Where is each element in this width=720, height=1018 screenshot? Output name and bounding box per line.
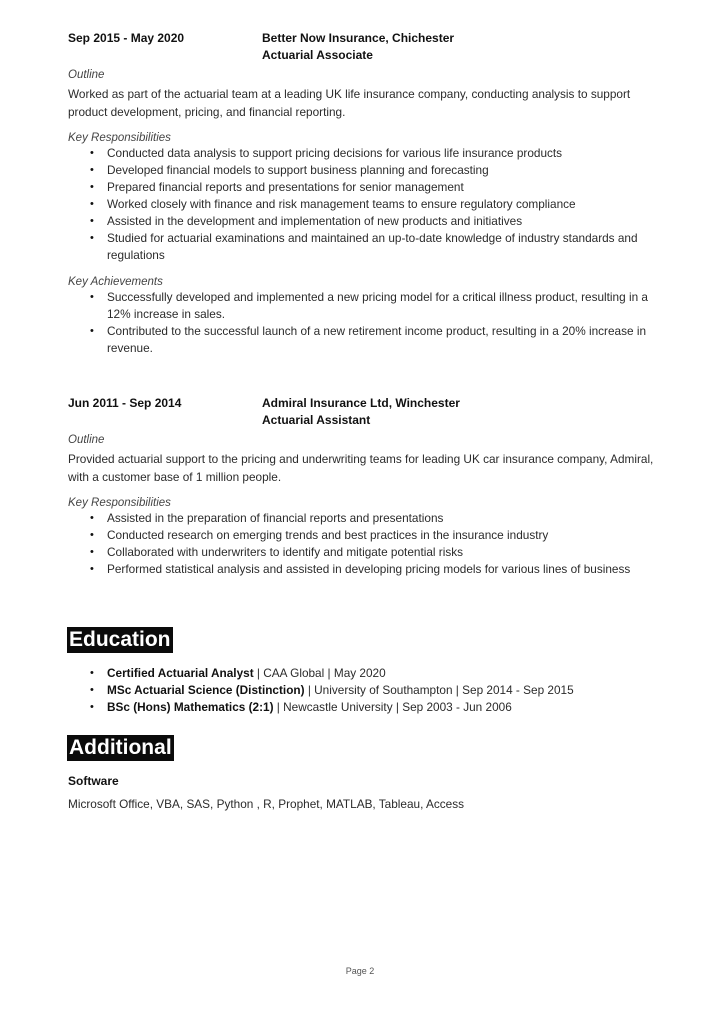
list-item	[90, 527, 658, 544]
list-item	[90, 230, 658, 264]
list-item	[90, 323, 658, 357]
outline-label: Outline	[68, 434, 105, 446]
qualification-details: | University of Southampton | Sep 2014 - Sep 2015	[304, 683, 574, 697]
responsibilities-label: Key Responsibilities	[68, 132, 171, 144]
bullet-icon: •	[90, 198, 94, 210]
qualification-name: BSc (Hons) Mathematics (2:1)	[107, 700, 274, 714]
list-item-text: Assisted in the development and implementation of new products and initiatives	[107, 214, 523, 228]
bullet-icon: •	[90, 232, 94, 244]
achievements-list	[68, 289, 658, 357]
job-dates: Jun 2011 - Sep 2014	[68, 396, 182, 410]
list-item	[90, 289, 658, 323]
additional-heading: Additional	[69, 736, 172, 759]
bullet-icon: •	[90, 291, 94, 303]
job-company: Admiral Insurance Ltd, Winchester	[262, 396, 460, 410]
job-header	[68, 396, 658, 432]
bullet-icon: •	[90, 701, 94, 713]
bullet-icon: •	[90, 164, 94, 176]
education-heading: Education	[69, 628, 171, 651]
qualification-details: | Newcastle University | Sep 2003 - Jun 2006	[273, 700, 512, 714]
list-item-text: Conducted research on emerging trends and best practices in the insurance industry	[107, 528, 549, 542]
list-item-text: Successfully developed and implemented a new pricing model for a critical illness product, resulting in a 12% increase in sales.	[107, 290, 648, 321]
responsibilities-label: Key Responsibilities	[68, 497, 171, 509]
list-item	[90, 510, 658, 527]
list-item	[90, 162, 658, 179]
list-item-text: Performed statistical analysis and assisted in developing pricing models for various lines of business	[107, 562, 631, 576]
bullet-icon: •	[90, 529, 94, 541]
page-number: Page 2	[345, 966, 375, 976]
list-item-text: Studied for actuarial examinations and maintained an up-to-date knowledge of industry standards and regulations	[107, 231, 638, 262]
responsibilities-list	[68, 510, 658, 578]
bullet-icon: •	[90, 181, 94, 193]
job-role: Actuarial Assistant	[262, 413, 371, 427]
list-item	[90, 544, 658, 561]
list-item-text: Conducted data analysis to support pricing decisions for various life insurance products	[107, 146, 563, 160]
achievements-label: Key Achievements	[68, 276, 163, 288]
job-entry	[68, 31, 658, 357]
bullet-icon: •	[90, 667, 94, 679]
responsibilities-list	[68, 145, 658, 264]
outline-label: Outline	[68, 69, 105, 81]
bullet-icon: •	[90, 215, 94, 227]
list-item	[90, 196, 658, 213]
list-item	[90, 682, 670, 699]
job-dates: Sep 2015 - May 2020	[68, 31, 185, 45]
list-item	[90, 561, 658, 578]
qualification-name: Certified Actuarial Analyst	[107, 666, 254, 680]
list-item	[90, 213, 658, 230]
software-label: Software	[68, 774, 119, 788]
job-outline: Provided actuarial support to the pricing and underwriting teams for leading UK car insurance company, Admiral, with a customer base of 1 million people.	[68, 452, 654, 484]
job-entry	[68, 396, 658, 578]
list-item-text: Assisted in the preparation of financial reports and presentations	[107, 511, 444, 525]
list-item-text: Contributed to the successful launch of a new retirement income product, resulting in a 20% increase in revenue.	[107, 324, 647, 355]
job-outline: Worked as part of the actuarial team at a leading UK life insurance company, conducting analysis to support product development, pricing, and financial reporting.	[68, 87, 631, 119]
bullet-icon: •	[90, 684, 94, 696]
bullet-icon: •	[90, 147, 94, 159]
qualification-details: | CAA Global | May 2020	[253, 666, 386, 680]
bullet-icon: •	[90, 325, 94, 337]
list-item	[90, 699, 670, 716]
job-company: Better Now Insurance, Chichester	[262, 31, 455, 45]
list-item	[90, 145, 658, 162]
list-item	[90, 665, 670, 682]
list-item-text: Prepared financial reports and presentations for senior management	[107, 180, 464, 194]
software-list: Microsoft Office, VBA, SAS, Python , R, Prophet, MATLAB, Tableau, Access	[68, 797, 465, 811]
bullet-icon: •	[90, 512, 94, 524]
list-item-text: Developed financial models to support business planning and forecasting	[107, 163, 489, 177]
list-item-text: Worked closely with finance and risk management teams to ensure regulatory compliance	[107, 197, 576, 211]
list-item	[90, 179, 658, 196]
qualification-name: MSc Actuarial Science (Distinction)	[107, 683, 305, 697]
education-list	[68, 665, 670, 716]
job-role: Actuarial Associate	[262, 48, 373, 62]
bullet-icon: •	[90, 563, 94, 575]
list-item-text: Collaborated with underwriters to identify and mitigate potential risks	[107, 545, 464, 559]
bullet-icon: •	[90, 546, 94, 558]
job-header	[68, 31, 658, 67]
